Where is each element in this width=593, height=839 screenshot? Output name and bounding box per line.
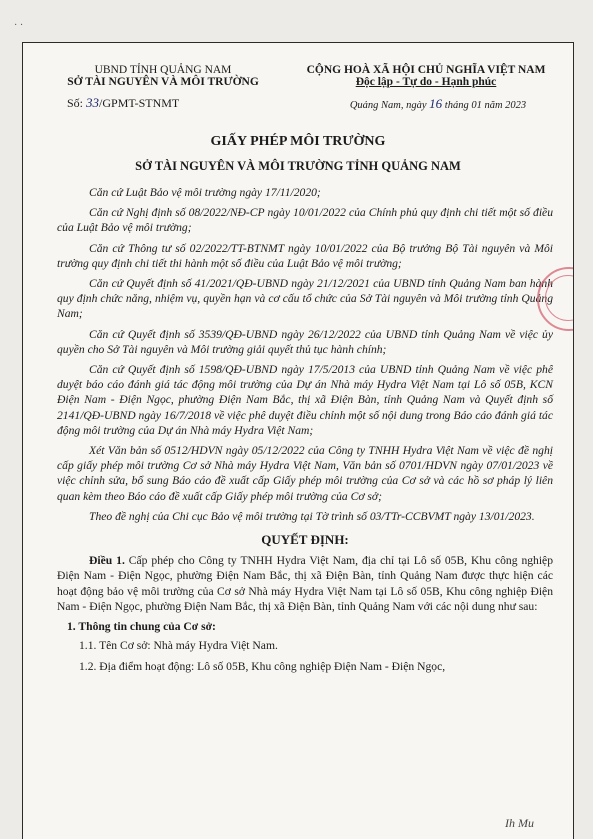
document-number <box>67 95 179 111</box>
preamble-item: Căn cứ Nghị định số 08/2022/NĐ-CP ngày 10/01/2022 của Chính phủ quy định chi tiết một số điều của Luật Bảo vệ môi trường; <box>57 206 553 235</box>
decision-heading: QUYẾT ĐỊNH: <box>261 532 349 548</box>
section-1-heading: 1. Thông tin chung của Cơ sở: <box>67 620 216 634</box>
preamble-item: Căn cứ Quyết định số 1598/QĐ-UBND ngày 17/5/2013 của UBND tỉnh Quảng Nam về việc phê duyệt báo cáo đánh giá tác động môi trường của Dự án Nhà máy Hydra Việt Nam tại Lô số 05B, KCN Điện Nam - Điện Ngọc, phường Điện Nam Bắc, thị xã Điện Bàn, tỉnh Quảng Nam và Quyết định số 2141/QĐ-UBND ngày 16/7/2018 về việc phê duyệt điều chỉnh một số nội dung trong Báo cáo đánh giá tác động môi trường của Dự án Nhà máy Hydra Việt Nam; <box>57 363 553 437</box>
preamble-item: Xét Văn bản số 0512/HDVN ngày 05/12/2022 của Công ty TNHH Hydra Việt Nam về việc đề nghị cấp giấy phép môi trường Cơ sở Nhà máy Hydra Việt Nam, Văn bản số 0701/HDVN ngày 07/01/2023 về việc chỉnh sửa, bổ sung Báo cáo đề xuất cấp Giấy phép môi trường của Cơ sở và các hồ sơ pháp lý liên quan kèm theo Báo cáo đề xuất cấp Giấy phép môi trường của Cơ sở; <box>57 444 553 503</box>
preamble-item: Căn cứ Thông tư số 02/2022/TT-BTNMT ngày 10/01/2022 của Bộ trưởng Bộ Tài nguyên và Môi trường quy định chi tiết thi hành một số điều của Luật Bảo vệ môi trường; <box>57 241 553 270</box>
item-1-2: 1.2. Địa điểm hoạt động: Lô số 05B, Khu công nghiệp Điện Nam - Điện Ngọc, <box>79 660 446 674</box>
doc-no-suffix: /GPMT-STNMT <box>99 96 180 110</box>
article-1-text: Cấp phép cho Công ty TNHH Hydra Việt Nam, địa chỉ tại Lô số 05B, Khu công nghiệp Điện Nam - Điện Ngọc, phường Điện Nam Bắc, thị xã Điện Bàn, tỉnh Quảng Nam được thực hiện các hoạt động bảo vệ môi trường của Cơ sở Nhà máy Hydra Việt Nam tại Lô số 05B, Khu công nghiệp Điện Nam - Điện Ngọc, phường Điện Nam Bắc, thị xã Điện Bàn, tỉnh Quảng Nam với các nội dung như sau: <box>57 554 553 613</box>
initials-signature: Ih Mu <box>505 816 534 830</box>
preamble-item: Căn cứ Quyết định số 41/2021/QĐ-UBND ngày 21/12/2021 của UBND tỉnh Quảng Nam ban hành quy định chức năng, nhiệm vụ, quyền hạn và cơ cấu tổ chức của Sở Tài nguyên và Môi trường tỉnh Quảng Nam; <box>57 277 553 321</box>
agency-line-2: SỞ TÀI NGUYÊN VÀ MÔI TRƯỜNG <box>67 76 259 88</box>
date-middle: tháng 01 năm 2023 <box>444 100 527 111</box>
item-1-1: 1.1. Tên Cơ sở: Nhà máy Hydra Việt Nam. <box>79 639 278 653</box>
document-page <box>22 42 574 839</box>
date-day: 16 <box>429 96 443 111</box>
page-title: GIẤY PHÉP MÔI TRƯỜNG <box>210 134 386 149</box>
date-prefix: Quảng Nam, ngày <box>349 100 427 111</box>
doc-no-value: 33 <box>86 95 100 110</box>
preamble-item: Theo đề nghị của Chi cục Bảo vệ môi trường tại Tờ trình số 03/TTr-CCBVMT ngày 13/01/2023. <box>89 509 535 523</box>
corner-mark: · · <box>14 20 24 31</box>
preamble-item: Căn cứ Quyết định số 3539/QĐ-UBND ngày 26/12/2022 của UBND tỉnh Quảng Nam về việc ủy quyền cho Sở Tài nguyên và Môi trường giải quyết thủ tục hành chính; <box>57 327 553 356</box>
document-header <box>23 55 573 125</box>
page-subtitle: SỞ TÀI NGUYÊN VÀ MÔI TRƯỜNG TỈNH QUẢNG NAM <box>135 159 461 173</box>
article-1-label: Điều 1. <box>89 554 125 568</box>
motto: Độc lập - Tự do - Hạnh phúc <box>355 76 497 88</box>
preamble-item: Căn cứ Luật Bảo vệ môi trường ngày 17/11/2020; <box>89 186 321 199</box>
nation-heading: CỘNG HOÀ XÃ HỘI CHỦ NGHĨA VIỆT NAM <box>306 64 546 76</box>
stamp-inner-ring <box>545 275 574 321</box>
doc-no-prefix: Số: <box>67 96 84 110</box>
preamble <box>57 185 553 681</box>
article-1 <box>57 553 553 614</box>
issue-date <box>303 96 573 112</box>
agency-line-1: UBND TỈNH QUẢNG NAM <box>94 64 232 76</box>
